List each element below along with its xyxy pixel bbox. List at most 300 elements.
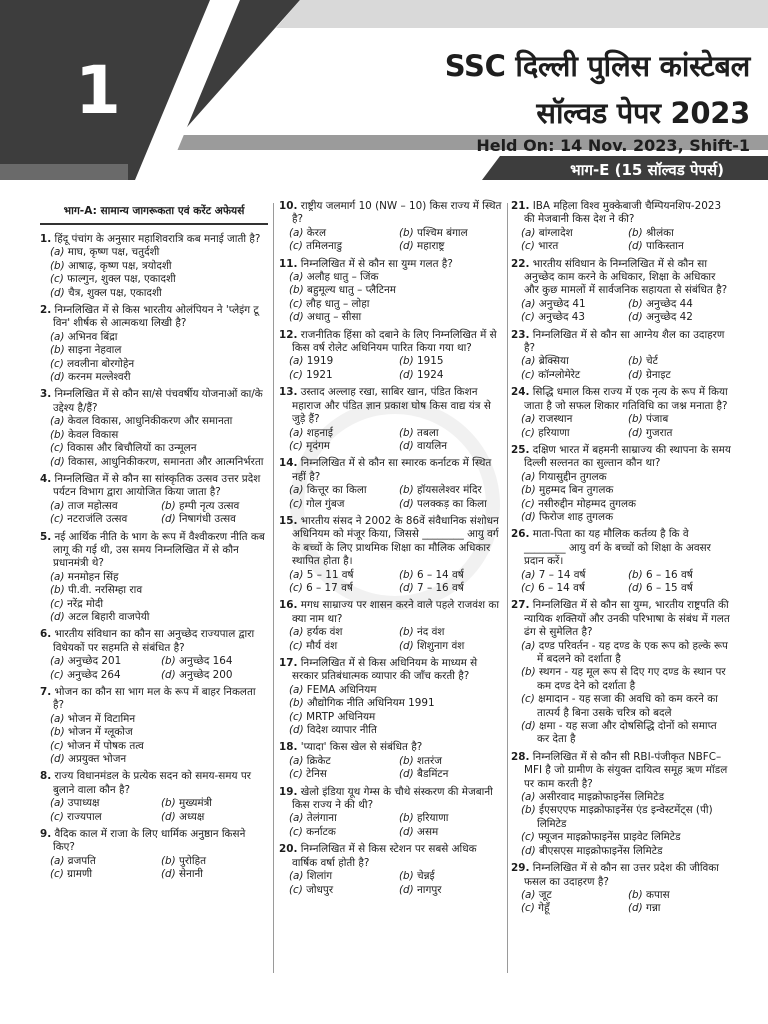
answer-option [399,355,505,368]
question-number: 16. [279,599,298,612]
option-letter: (d) [399,639,414,652]
question-body: नई आर्थिक नीति के भाग के रूप में वैश्वीकरण नीति कब लागू की गई थी, उस समय निम्नलिखित में से कौन प्रधानमंत्री थे? [53,530,265,570]
question-text [279,786,505,813]
option-text: 1915 [417,355,444,368]
answer-option [50,868,157,881]
answer-option [399,498,505,511]
question-body: निम्नलिखित में से कौन सा सांस्कृतिक उत्सव उत्तर प्रदेश पर्यटन विभाग द्वारा आयोजित किया जाता है? [53,472,261,499]
answer-option [289,569,395,582]
question-item [511,200,731,254]
option-text: गेहूँ [538,902,550,915]
answer-option [289,440,395,453]
option-letter: (b) [628,226,643,239]
answer-option [50,456,268,469]
option-text: कित्तूर का किला [306,484,367,497]
option-letter: (a) [289,683,304,696]
question-number: 13. [279,386,298,399]
option-text: राज्यपाल [67,810,102,823]
answer-option [521,355,624,368]
option-letter: (b) [628,297,643,310]
option-letter: (d) [628,581,643,594]
answer-option [50,611,268,624]
option-letter: (a) [521,413,536,426]
question-text [511,862,731,889]
question-number: 7. [40,686,52,698]
answer-option [289,240,395,253]
question-text [40,686,268,713]
option-text: शिलांग [306,870,333,883]
question-body: उस्ताद अल्लाह रखा, साबिर खान, पंडित किशन महाराज और पंडित ज्ञान प्रकाश घोष किस वाद्य यंत्र से जुड़े हैं? [292,386,491,426]
section-title: भाग-A: सामान्य जागरूकता एवं करेंट अफेयर्स [40,200,268,225]
option-letter: (d) [289,724,304,737]
question-text [40,473,268,500]
question-number: 26. [511,528,530,541]
question-item [40,828,268,882]
question-text [511,258,731,298]
answer-option [521,582,624,595]
option-text: अनुच्छेद 264 [67,668,121,681]
answer-option [289,768,395,781]
option-text: महाराष्ट्र [417,240,445,253]
held-on-text: Held On: 14 Nov. 2023, Shift-1 [476,136,750,155]
option-letter: (d) [399,439,414,452]
option-letter: (d) [628,311,643,324]
option-letter: (c) [521,902,535,915]
answer-option [521,791,731,804]
option-letter: (a) [50,246,65,259]
question-text [279,200,505,227]
option-letter: (d) [628,902,643,915]
answer-option [50,442,268,455]
page-number: 1 [75,52,121,129]
answer-option [289,271,505,284]
option-letter: (b) [289,284,304,297]
answer-option [399,582,505,595]
question-item [279,258,505,325]
option-letter: (a) [289,271,304,284]
option-text: फिरोज शाह तुगलक [539,510,614,523]
option-text: व्रजपति [67,854,96,867]
option-text: कर्नाटक [306,825,336,838]
question-item [511,528,731,595]
option-letter: (b) [399,484,414,497]
option-letter: (b) [628,568,643,581]
option-letter: (a) [50,797,65,810]
option-text: लवलीना बोरगोहेन [67,357,135,370]
option-letter: (b) [50,344,65,357]
option-list [511,298,731,325]
answer-option [628,889,731,902]
option-letter: (b) [399,754,414,767]
option-text: राजस्थान [538,413,573,426]
option-text: हॉयसलेश्वर मंदिर [417,484,482,497]
option-letter: (d) [399,768,414,781]
answer-option [628,902,731,915]
answer-option [289,311,505,324]
option-letter: (c) [289,240,303,253]
option-letter: (b) [521,666,536,679]
answer-option [289,684,505,697]
question-text [40,770,268,797]
option-text: ईएसएएफ माइक्रोफाइनेंस एंड इन्वेस्टमेंट्स (पी) लिमिटेड [537,804,713,830]
answer-option [628,413,731,426]
option-text: 7 – 14 वर्ष [538,568,586,581]
option-letter: (b) [161,655,176,668]
option-text: फ्यूजन माइक्रोफाइनेंस प्राइवेट लिमिटेड [538,831,681,844]
option-list [511,413,731,440]
answer-option [399,569,505,582]
answer-option [399,870,505,883]
question-number: 1. [40,233,52,245]
column-divider [273,203,274,973]
question-number: 10. [279,200,298,212]
option-text: ब्रेक्सिया [538,355,569,368]
option-list [279,427,505,454]
answer-option [289,826,395,839]
option-list [279,870,505,897]
question-body: हिंदू पंचांग के अनुसार महाशिवरात्रि कब मनाई जाती है? [54,233,261,245]
question-body: निम्नलिखित में से कौन सा आग्नेय शैल का उदाहरण है? [524,328,725,355]
option-letter: (d) [399,368,414,381]
answer-option [161,655,268,668]
option-text: अनुच्छेद 41 [538,297,586,310]
option-text: केरल [306,226,327,239]
option-letter: (a) [289,226,304,239]
option-letter: (b) [521,804,536,817]
option-letter: (c) [521,240,535,253]
option-text: साइना नेहवाल [68,344,122,357]
question-item [511,258,731,325]
option-text: अनुच्छेद 200 [179,668,233,681]
question-column-3 [511,200,731,920]
option-letter: (a) [289,426,304,439]
answer-option [50,358,268,371]
question-body: निम्नलिखित में से कौन सा उत्तर प्रदेश की जीविका फसल का उदाहरण है? [524,862,719,888]
option-letter: (c) [289,439,303,452]
option-text: बांग्लादेश [538,226,573,239]
option-text: श्रीलंका [646,226,674,239]
question-item [279,329,505,383]
option-text: नरेंद्र मोदी [67,597,104,610]
option-letter: (b) [628,355,643,368]
option-letter: (b) [50,259,65,272]
question-body: भारतीय संविधान के निम्नलिखित में से कौन सा अनुच्छेद काम करने के अधिकार, शिक्षा के अधिकार और कुछ मामलों में सार्वजनिक सहायता से संबंधित है? [524,257,728,297]
option-text: क्रिकेट [306,754,331,767]
question-number: 4. [40,472,52,485]
answer-option [289,755,395,768]
option-letter: (d) [399,825,414,838]
option-list [279,227,505,254]
answer-option [628,369,731,382]
question-number: 25. [511,443,530,456]
option-text: मुख्यमंत्री [179,797,212,810]
question-body: निम्नलिखित में से कौन सा युग्म गलत है? [300,257,453,270]
question-list [40,233,268,882]
option-list [40,855,268,882]
option-text: अनुच्छेद 164 [179,655,233,668]
question-body: निम्नलिखित में से कौन सा युग्म, भारतीय राष्ट्रपति की न्यायिक शक्तियों और उनकी परिभाषा के संबंध में गलत ढंग से सुमेलित है? [524,599,730,639]
question-item [40,686,268,766]
answer-option [161,868,268,881]
option-list [511,227,731,254]
option-letter: (c) [289,639,303,652]
option-list [279,626,505,653]
question-column-1 [40,200,268,886]
question-text [279,457,505,484]
answer-option [399,826,505,839]
option-text: 5 – 11 वर्ष [306,568,354,581]
answer-option [50,655,157,668]
question-item [279,457,505,511]
option-letter: (d) [161,868,176,881]
option-text: केवल विकास [68,428,119,441]
answer-option [289,369,395,382]
option-letter: (a) [50,570,65,583]
option-text: पुरोहित [179,854,207,867]
question-text [279,741,505,754]
option-text: अनुच्छेद 42 [646,311,693,324]
option-letter: (b) [399,626,414,639]
answer-option [50,371,268,384]
question-text [40,628,268,655]
option-text: चेर्ट [646,355,658,368]
page-title-line2: सॉल्वड पेपर 2023 [536,96,750,130]
question-number: 11. [279,257,298,270]
answer-option [521,666,731,693]
option-letter: (a) [289,355,304,368]
option-letter: (d) [628,368,643,381]
option-text: कपास [646,888,670,901]
option-letter: (c) [289,297,303,310]
option-letter: (c) [50,442,64,455]
question-number: 9. [40,828,52,841]
question-body: माता-पिता का यह मौलिक कर्तव्य है कि वे ________ आयु वर्ग के बच्चों को शिक्षा के अवसर प्रदान करें। [524,528,711,568]
option-text: तमिलनाडु [306,240,343,253]
question-text [279,258,505,271]
answer-option [50,726,268,739]
question-body: निम्नलिखित में से किस भारतीय ओलंपियन ने 'प्लेइंग टू विन' शीर्षक से आत्मकथा लिखी है? [53,304,259,330]
option-text: दण्ड परिवर्तन - यह दण्ड के एक रूप को हल्के रूप में बदलने को दर्शाता है [537,639,728,665]
option-text: ताज महोत्सव [67,499,118,512]
option-letter: (c) [50,868,64,881]
option-text: पाकिस्तान [646,240,684,253]
option-letter: (a) [50,854,65,867]
option-list [511,471,731,525]
answer-option [521,569,624,582]
option-list [511,791,731,858]
option-list [511,355,731,382]
option-text: अध्यक्ष [179,810,205,823]
answer-option [521,640,731,667]
question-text [511,386,731,413]
option-text: मुहम्मद बिन तुगलक [539,484,614,497]
question-number: 14. [279,457,298,470]
option-letter: (a) [521,355,536,368]
page-header [0,0,768,180]
option-text: शिशुनाग वंश [417,639,465,652]
option-list [279,271,505,325]
option-text: 6 – 14 वर्ष [538,581,585,594]
answer-option [289,355,395,368]
option-letter: (a) [289,812,304,825]
option-letter: (a) [50,330,65,343]
option-text: अलौह धातु – जिंक [306,271,379,284]
option-letter: (a) [521,888,536,901]
column-divider [507,203,508,973]
question-body: राज्य विधानमंडल के प्रत्येक सदन को समय-समय पर बुलाने वाला कौन है? [53,770,251,796]
answer-option [521,804,731,831]
option-letter: (d) [399,497,414,510]
option-text: 1924 [417,368,444,381]
answer-option [399,227,505,240]
question-item [40,628,268,682]
option-text: 6 – 15 वर्ष [646,581,693,594]
option-text: पी.वी. नरसिम्हा राव [68,584,143,597]
option-text: निषागंधी उत्सव [179,513,236,526]
option-letter: (d) [521,510,536,523]
option-text: हरियाणा [538,426,570,439]
option-list [40,331,268,385]
question-number: 17. [279,657,298,669]
question-item [40,304,268,384]
question-number: 19. [279,785,298,798]
question-number: 21. [511,200,530,212]
option-letter: (b) [628,888,643,901]
option-letter: (a) [289,626,304,639]
option-letter: (b) [50,428,65,441]
option-text: औद्योगिक नीति अधिनियम 1991 [307,697,435,710]
option-letter: (b) [521,484,536,497]
option-text: हरियाणा [417,812,449,825]
question-body: निम्नलिखित में से किस स्टेशन पर सबसे अधिक वार्षिक वर्षा होती है? [292,843,477,869]
option-text: गोल गुंबज [306,497,345,510]
option-letter: (b) [399,226,414,239]
question-number: 5. [40,530,52,543]
question-body: 'प्यादा' किस खेल से संबंधित है? [300,741,423,754]
answer-option [289,711,505,724]
option-text: सेनानी [179,868,203,881]
answer-option [628,427,731,440]
option-letter: (b) [50,584,65,597]
option-text: अभिनव बिंद्रा [67,330,118,343]
answer-option [628,240,731,253]
option-list [511,569,731,596]
question-text [40,828,268,855]
option-letter: (a) [289,484,304,497]
option-text: जोधपुर [306,883,334,896]
option-letter: (b) [399,568,414,581]
question-item [511,329,731,383]
answer-option [289,227,395,240]
question-number: 29. [511,862,530,875]
answer-option [399,440,505,453]
question-item [279,741,505,781]
answer-option [289,626,395,639]
option-text: 7 – 16 वर्ष [417,581,464,594]
question-item [40,388,268,468]
answer-option [521,902,624,915]
option-text: वायलिन [417,439,448,452]
question-item [279,843,505,897]
option-letter: (c) [289,768,303,781]
option-text: बीएसएस माइक्रोफाइनेंस लिमिटेड [539,844,663,857]
option-letter: (c) [521,693,535,706]
option-text: MRTP अधिनियम [306,710,376,723]
question-text [40,304,268,331]
option-letter: (c) [521,368,535,381]
question-number: 15. [279,514,298,527]
option-text: बैडमिंटन [417,768,449,781]
answer-option [50,669,157,682]
option-text: पश्चिम बंगाल [417,226,468,239]
answer-option [50,571,268,584]
option-list [40,246,268,300]
answer-option [628,227,731,240]
option-text: शहनाई [306,426,333,439]
option-letter: (b) [399,870,414,883]
option-text: 1921 [306,368,333,381]
option-text: केवल विकास, आधुनिकीकरण और समानता [67,415,233,428]
answer-option [50,811,157,824]
option-text: हर्यक वंश [306,626,343,639]
answer-option [50,584,268,597]
answer-option [50,740,268,753]
option-text: बहुमूल्य धातु – प्लैटिनम [307,284,396,297]
answer-option [289,812,395,825]
answer-option [161,669,268,682]
answer-option [161,797,268,810]
answer-option [628,355,731,368]
option-text: अधातु – सीसा [307,311,362,324]
question-body: निम्नलिखित में से किस अधिनियम के माध्यम से सरकार प्रतिबंधात्मक व्यापार की जाँच करती है? [292,657,478,683]
option-letter: (b) [50,726,65,739]
answer-option [521,311,624,324]
option-letter: (c) [50,668,64,681]
answer-option [50,344,268,357]
question-body: मगध साम्राज्य पर शासन करने वाले पहले राजवंश का क्या नाम था? [292,599,500,625]
answer-option [628,298,731,311]
answer-option [50,797,157,810]
question-number: 6. [40,628,52,641]
question-number: 20. [279,843,298,856]
question-text [511,751,731,791]
option-letter: (c) [50,597,64,610]
option-text: तेलंगाना [306,812,337,825]
answer-option [289,582,395,595]
part-label: भाग-E (15 सॉल्वड पेपर्स) [570,161,724,179]
question-item [40,233,268,300]
option-text: टेनिस [306,768,327,781]
question-number: 2. [40,304,52,317]
option-text: विदेश व्यापार नीति [307,724,377,737]
question-body: वैदिक काल में राजा के लिए धार्मिक अनुष्ठान किसने किए? [53,828,246,854]
option-text: मनमोहन सिंह [67,570,119,583]
option-letter: (d) [50,286,65,299]
answer-option [289,640,395,653]
option-text: चेन्नई [417,870,435,883]
option-letter: (d) [50,610,65,623]
option-letter: (b) [399,355,414,368]
option-letter: (a) [289,754,304,767]
option-text: गियासुद्दीन तुगलक [538,470,607,483]
answer-option [50,429,268,442]
option-text: करनम मल्लेश्वरी [68,371,131,384]
question-text [279,329,505,356]
answer-option [50,598,268,611]
answer-option [521,427,624,440]
option-letter: (a) [521,226,536,239]
answer-option [50,753,268,766]
